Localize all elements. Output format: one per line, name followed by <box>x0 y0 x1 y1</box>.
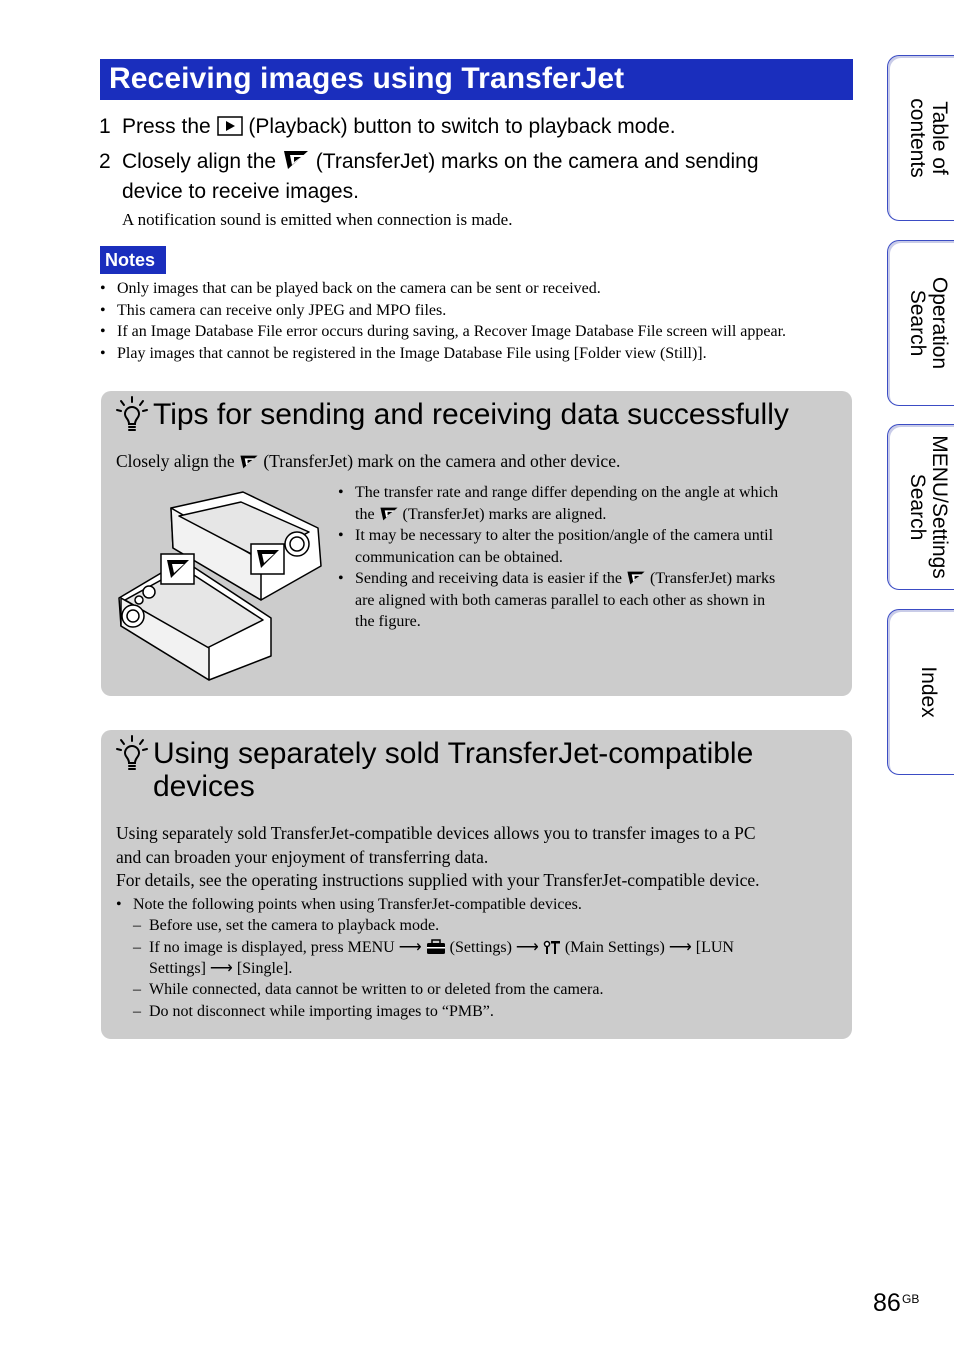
tab-table-of-contents[interactable]: Table of contents <box>887 55 954 221</box>
arrow-right-icon: ⟶ <box>668 939 692 956</box>
tab-menu-settings-search[interactable]: MENU/Settings Search <box>887 424 954 590</box>
step-1-text: Press the (Playback) button to switch to playback mode. <box>122 113 676 144</box>
tips-intro: Closely align the (TransferJet) mark on the camera and other device. <box>116 450 620 477</box>
devices-paragraph: Using separately sold TransferJet-compatible devices allows you to transfer images to a PC <box>116 823 756 843</box>
step-2-number: 2 <box>99 150 111 173</box>
lightbulb-icon <box>115 734 151 779</box>
devices-subitem: – While connected, data cannot be written to or deleted from the camera. <box>133 981 604 998</box>
notes-badge <box>100 246 166 274</box>
devices-paragraph: For details, see the operating instructions supplied with your TransferJet-compatible device. <box>116 870 760 890</box>
playback-icon <box>217 116 243 144</box>
page-number-suffix: GB <box>902 1292 920 1306</box>
notes-label: Notes <box>105 250 156 270</box>
tab-index[interactable]: Index <box>887 609 954 775</box>
devices-subitem: – Do not disconnect while importing images to “PMB”. <box>133 1003 494 1020</box>
step-2-text: Closely align the (TransferJet) marks on the camera and sending <box>122 148 759 179</box>
camera-illustration <box>113 488 328 688</box>
arrow-right-icon: ⟶ <box>209 960 233 977</box>
page-number: 86 <box>873 1289 901 1317</box>
page-title: Receiving images using TransferJet <box>109 62 625 95</box>
devices-title: Using separately sold TransferJet-compatible <box>153 737 754 770</box>
lightbulb-icon <box>115 395 151 440</box>
devices-title-line2: devices <box>153 770 255 803</box>
devices-subitem-line: Settings] ⟶ [Single]. <box>149 960 293 977</box>
step-2-text-line2: device to receive images. <box>122 180 359 203</box>
tab-operation-search[interactable]: Operation Search <box>887 240 954 406</box>
main-settings-icon <box>543 939 561 961</box>
settings-toolbox-icon <box>426 939 446 961</box>
transferjet-icon <box>282 149 310 179</box>
tips-title: Tips for sending and receiving data successfully <box>153 398 789 431</box>
arrow-right-icon: ⟶ <box>398 939 422 956</box>
transferjet-icon <box>239 453 259 477</box>
devices-paragraph: and can broaden your enjoyment of transferring data. <box>116 847 489 867</box>
arrow-right-icon: ⟶ <box>515 939 539 956</box>
section-title-bar <box>100 59 853 100</box>
step-1-number: 1 <box>99 115 111 138</box>
step-2-note: A notification sound is emitted when connection is made. <box>122 210 513 229</box>
devices-subitem: – If no image is displayed, press MENU ⟶ (Settings) ⟶ (Main Settings) ⟶ [LUN <box>133 937 734 961</box>
devices-subitem: – Before use, set the camera to playback mode. <box>133 917 440 934</box>
